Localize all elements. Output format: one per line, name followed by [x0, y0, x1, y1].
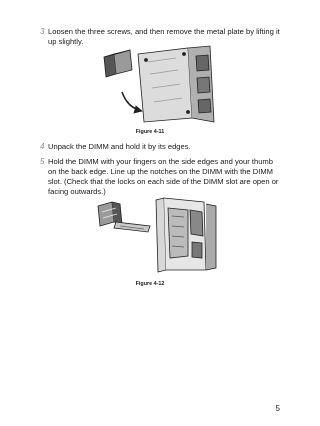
step-number: 3: [40, 27, 45, 36]
step-text: Loosen the three screws, and then remove the metal plate by lifting it up slightly.: [48, 27, 280, 46]
step-text: Unpack the DIMM and hold it by its edges.: [48, 142, 191, 151]
step-number: 4: [40, 142, 45, 151]
page-number: 5: [275, 404, 280, 413]
figure-caption: Figure 4-11: [135, 129, 165, 135]
step-4: [40, 142, 280, 152]
metal-plate-removal-illustration: [92, 44, 220, 126]
step-number: 5: [40, 157, 45, 166]
dimm-installation-illustration: [92, 196, 220, 276]
figure-caption: Figure 4-12: [135, 281, 165, 287]
step-5: [40, 157, 280, 197]
step-text: Hold the DIMM with your fingers on the side edges and your thumb on the back edge. Line up the notches on the DIMM with the DIMM slot. (Check that the locks on each side of the DIMM slot are open or facing outwards.): [48, 157, 279, 196]
